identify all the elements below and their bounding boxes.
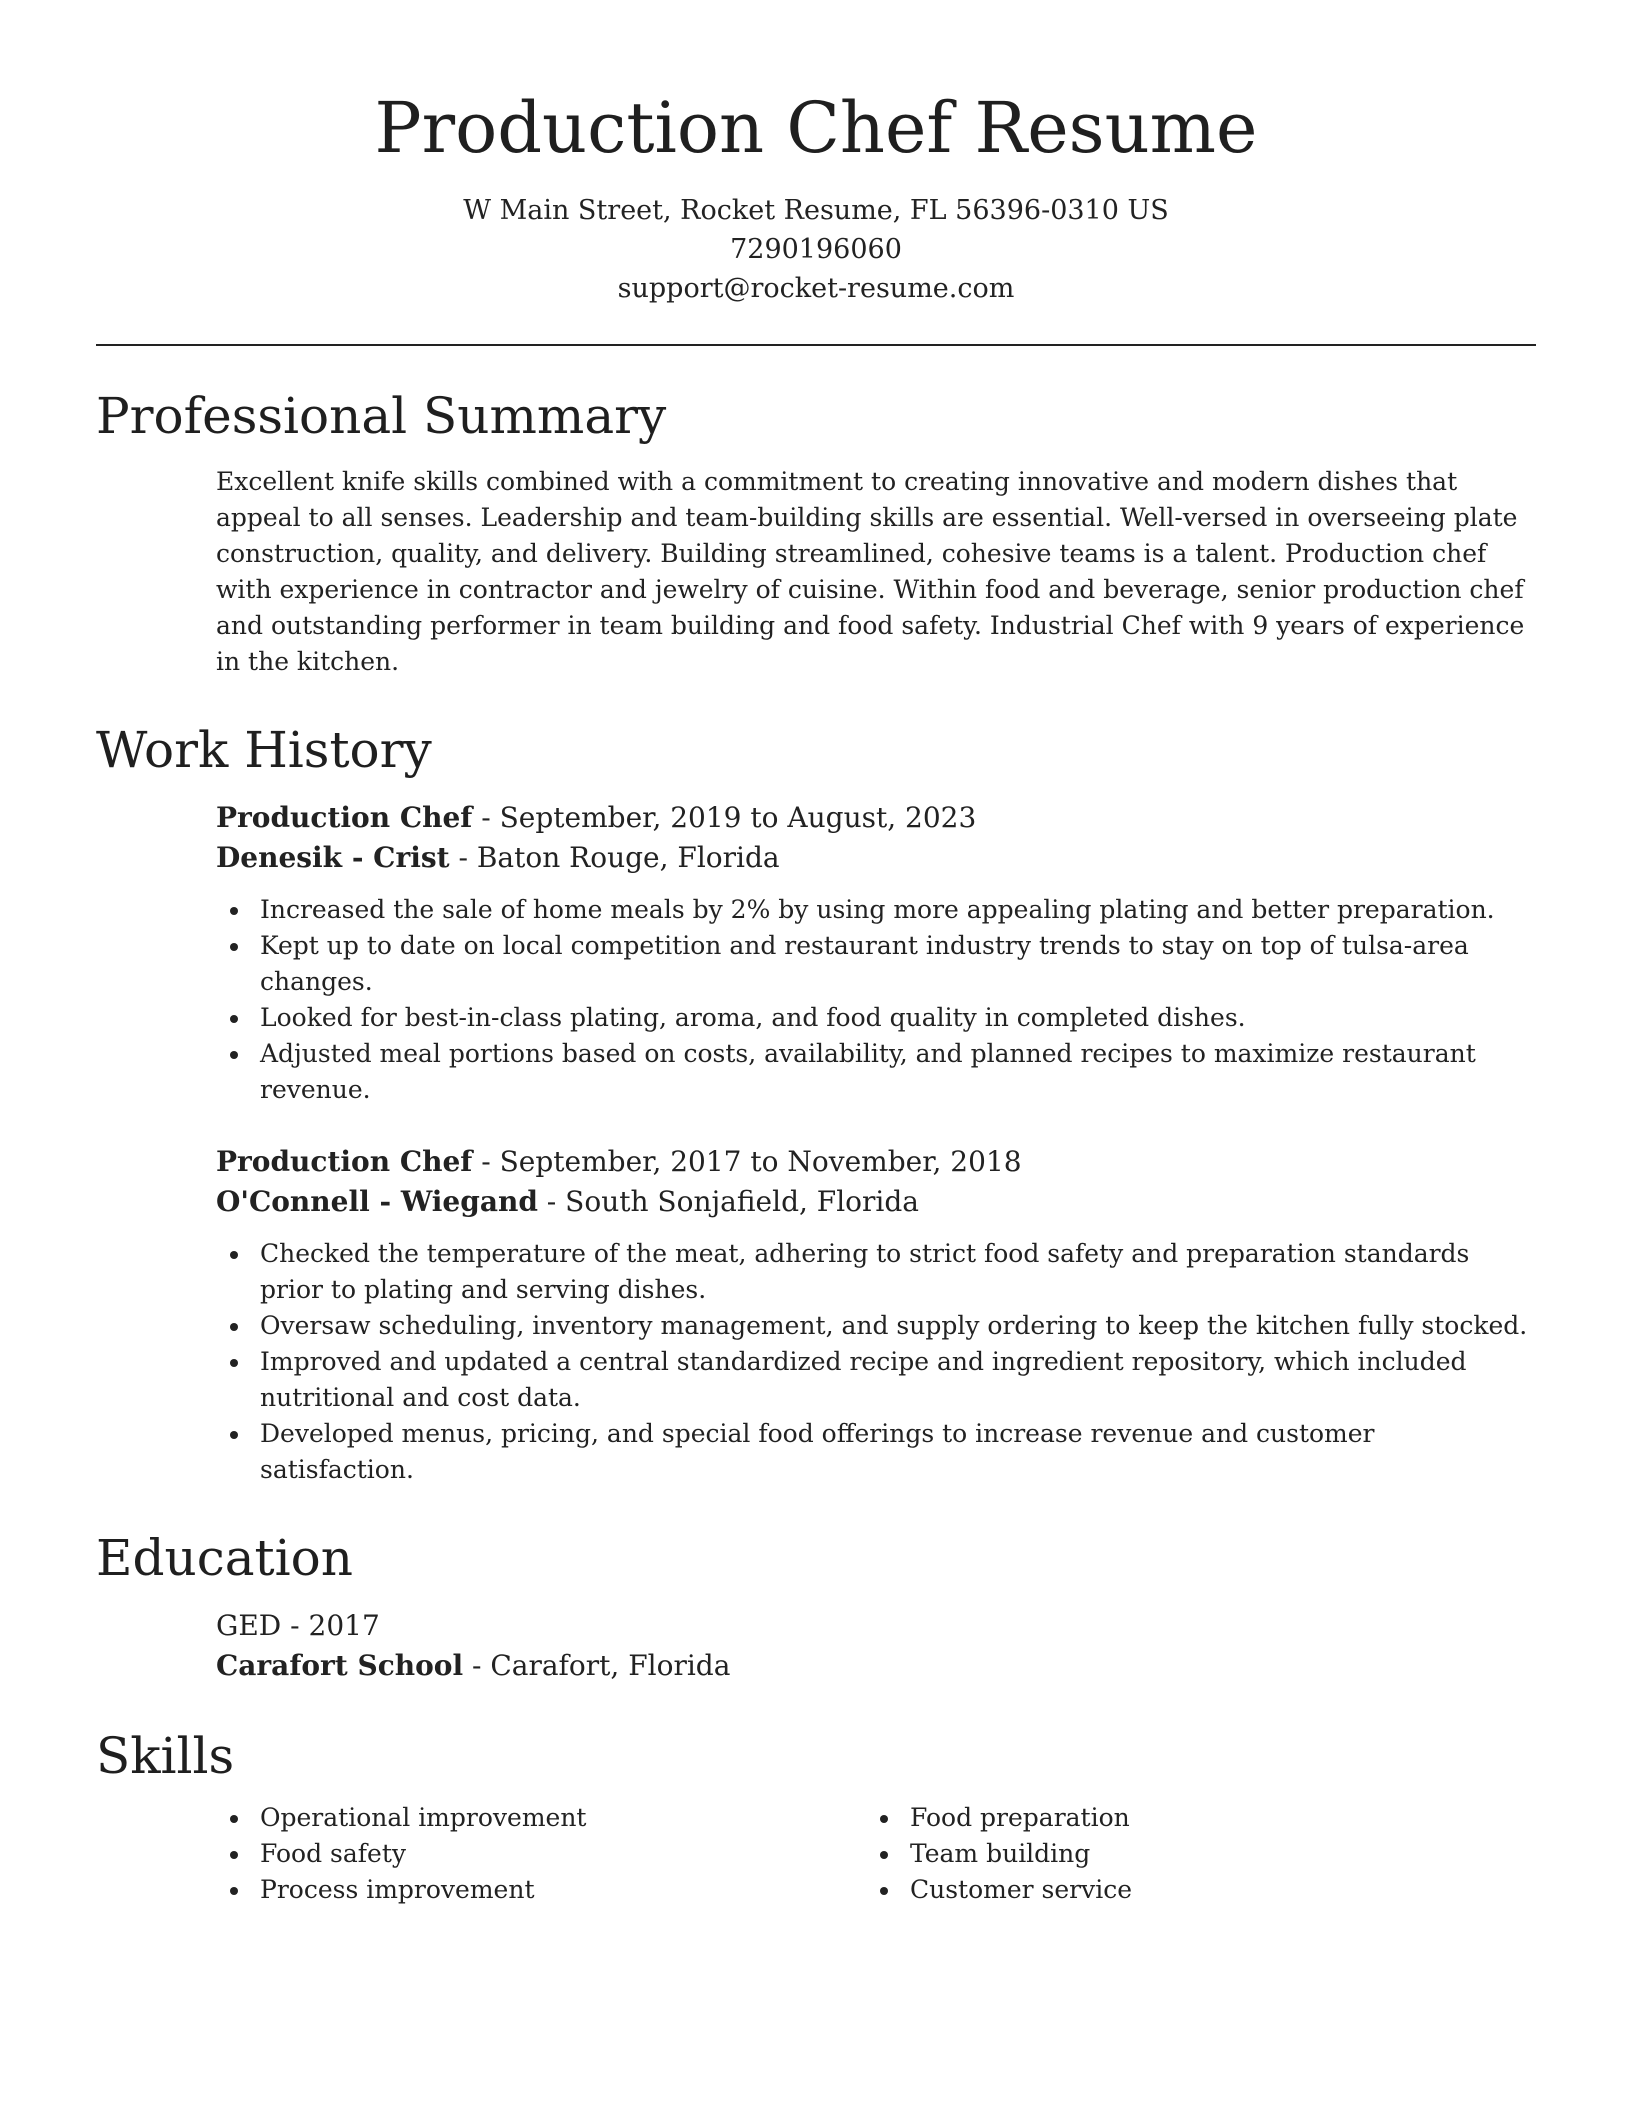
list-item: Kept up to date on local competition and restaurant industry trends to stay on top of tulsa-area changes. [216, 928, 1536, 1000]
list-item: Process improvement [216, 1872, 866, 1908]
list-item: Looked for best-in-class plating, aroma, and food quality in completed dishes. [216, 1000, 1536, 1036]
job-dates: - September, 2017 to November, 2018 [472, 1144, 1022, 1178]
list-item: Oversaw scheduling, inventory management, and supply ordering to keep the kitchen fully stocked. [216, 1308, 1536, 1344]
job-company-line [216, 838, 1536, 878]
list-item: Increased the sale of home meals by 2% by using more appealing plating and better preparation. [216, 892, 1536, 928]
resume-header [96, 0, 1536, 308]
section-title-summary: Professional Summary [96, 386, 667, 445]
job-company: O'Connell - Wiegand [216, 1184, 538, 1218]
list-item: Food preparation [866, 1800, 1516, 1836]
skills-grid [216, 1800, 1536, 1908]
contact-block [96, 191, 1536, 308]
list-item: Customer service [866, 1872, 1516, 1908]
work-history-section [96, 798, 1536, 1488]
list-item: Adjusted meal portions based on costs, availability, and planned recipes to maximize restaurant revenue. [216, 1036, 1536, 1108]
contact-phone: 7290196060 [730, 233, 902, 265]
job-role: Production Chef [216, 1144, 473, 1178]
job-company: Denesik - Crist [216, 840, 450, 874]
job-title-line [216, 798, 1536, 838]
job-location: - Baton Rouge, Florida [449, 840, 780, 874]
summary-section [96, 464, 1536, 680]
job-dates: - September, 2019 to August, 2023 [472, 800, 977, 834]
skills-section [96, 1800, 1536, 1908]
job-bullets [216, 892, 1536, 1108]
skills-list-right [866, 1800, 1516, 1908]
summary-text: Excellent knife skills combined with a commitment to creating innovative and modern dishes that appeal to all senses. Leadership and team-building skills are essential. Well-versed in overseeing plate construction, quality, and delivery. Building streamlined, cohesive teams is a talent. Production chef with experience in contractor and jewelry of cuisine. Within food and beverage, senior production chef and outstanding performer in team building and food safety. Industrial Chef with 9 years of experience in the kitchen. [216, 466, 1525, 676]
job-entry [216, 1142, 1536, 1488]
page-title: Production Chef Resume [374, 87, 1258, 169]
section-title-education: Education [96, 1528, 353, 1587]
job-company-line [216, 1182, 1536, 1222]
list-item: Food safety [216, 1836, 866, 1872]
education-school: Carafort School [216, 1648, 464, 1682]
list-item: Checked the temperature of the meat, adhering to strict food safety and preparation standards prior to plating and serving dishes. [216, 1236, 1536, 1308]
list-item: Operational improvement [216, 1800, 866, 1836]
skills-list-left [216, 1800, 866, 1908]
section-title-work-history: Work History [96, 720, 432, 779]
job-role: Production Chef [216, 800, 473, 834]
job-entry [216, 798, 1536, 1108]
list-item: Team building [866, 1836, 1516, 1872]
list-item: Developed menus, pricing, and special food offerings to increase revenue and customer satisfaction. [216, 1416, 1536, 1488]
header-divider [96, 344, 1536, 346]
education-section [96, 1606, 1536, 1686]
contact-email: support@rocket-resume.com [617, 272, 1015, 304]
job-location: - South Sonjafield, Florida [537, 1184, 919, 1218]
list-item: Improved and updated a central standardized recipe and ingredient repository, which included nutritional and cost data. [216, 1344, 1536, 1416]
education-location: - Carafort, Florida [463, 1648, 731, 1682]
education-degree: GED - 2017 [216, 1608, 380, 1642]
job-title-line [216, 1142, 1536, 1182]
education-school-line [216, 1646, 1536, 1686]
job-bullets [216, 1236, 1536, 1488]
contact-address: W Main Street, Rocket Resume, FL 56396-0310 US [463, 194, 1169, 226]
section-title-skills: Skills [96, 1726, 235, 1785]
